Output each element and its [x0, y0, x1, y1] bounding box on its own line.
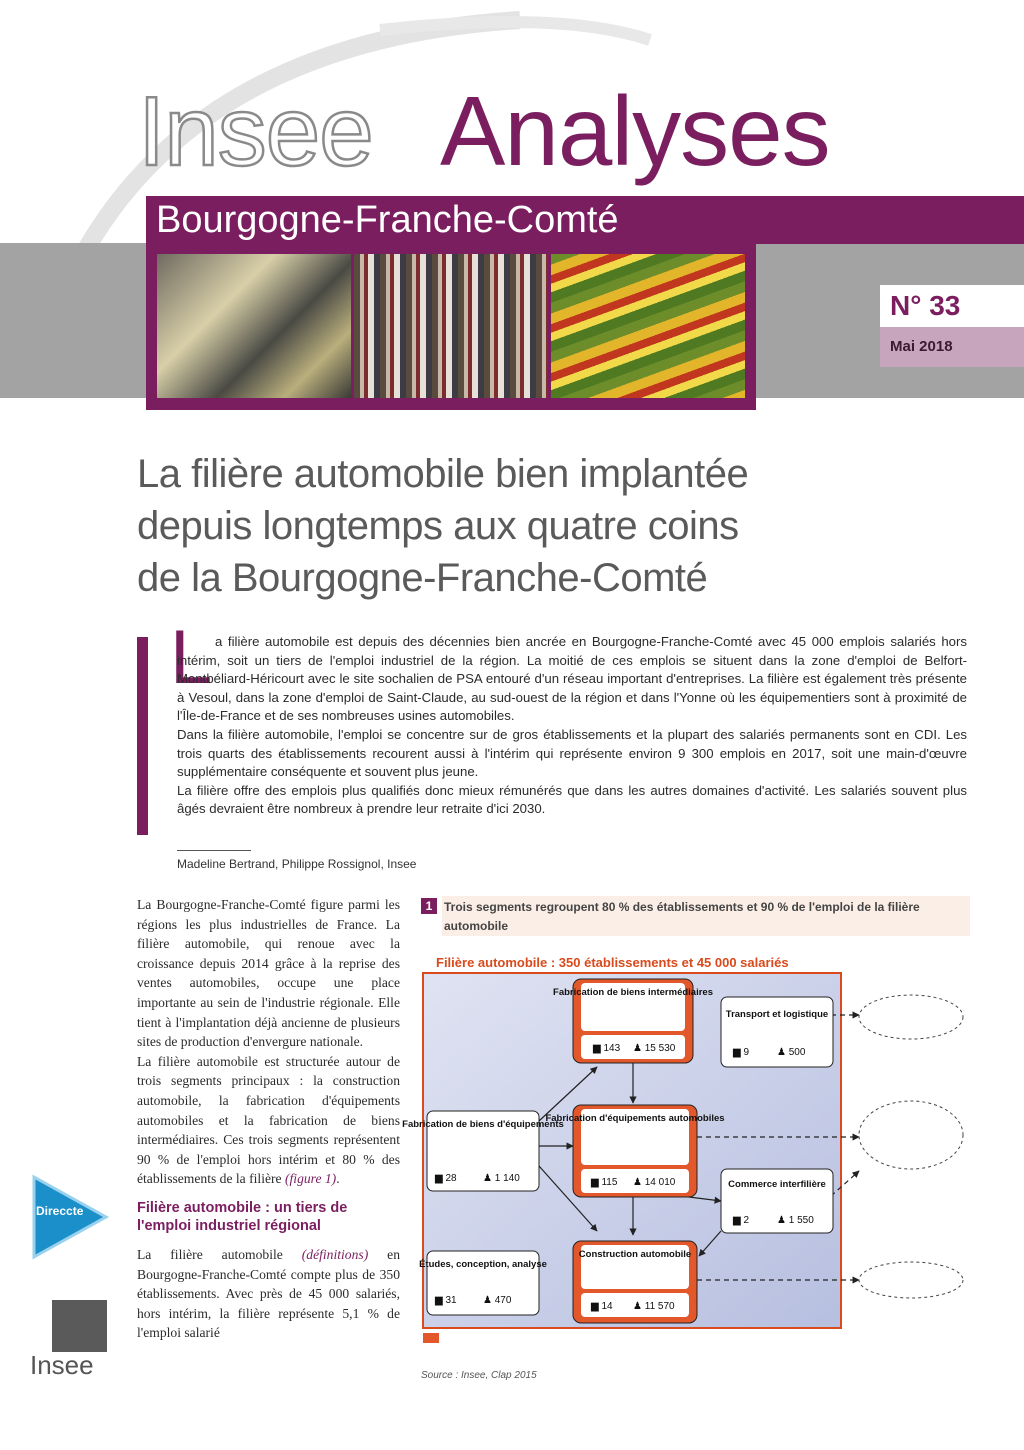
node-label: Fabrication de biens intermédiaires	[553, 987, 713, 998]
figure-1-link[interactable]: (figure 1)	[284, 1171, 337, 1187]
lead-paragraph: La filière offre des emplois plus qualifiés donc mieux rémunérés que dans les autres domaines d'activité. Les salariés souvent plus âgés devraient être nombreux à prendre leur retraite d'ici 2030.	[177, 782, 967, 817]
node-label: Construction automobile	[578, 1249, 692, 1260]
body-column	[137, 895, 400, 1343]
node-etab: 115	[601, 1177, 618, 1188]
external-bubble	[859, 995, 963, 1039]
svg-text:♟ 470: ♟ 470	[483, 1295, 512, 1306]
node-etab: 28	[445, 1173, 457, 1184]
node-label: Fabrication d'équipements automobiles	[545, 1113, 725, 1124]
direccte-label: Direccte	[36, 1204, 84, 1218]
svg-text:♟ 11 570: ♟ 11 570	[633, 1301, 675, 1312]
lead-text	[177, 633, 967, 819]
node-label: Études, conception, analyse	[419, 1259, 547, 1270]
node-etab: 14	[601, 1301, 613, 1312]
svg-text:♟ 15 530: ♟ 15 530	[633, 1043, 676, 1054]
node-construction	[573, 1241, 697, 1323]
insee-logo-mark	[52, 1300, 107, 1352]
authors-rule	[177, 850, 251, 851]
lead-paragraph: Dans la filière automobile, l'emploi se concentre sur de gros établissements et la plupart des salariés permanents sont en CDI. Les trois quarts des établissements recourent aussi à l'intérim qui représente environ 9 300 emplois en 2017, soit une main-d'œuvre supplémentaire conséquente et souvent plus jeune.	[177, 726, 967, 780]
svg-text:▆ 31: ▆ 31	[435, 1295, 457, 1306]
node-transport	[721, 997, 833, 1067]
issue-date: Mai 2018	[890, 338, 953, 355]
photo-crowd	[354, 254, 548, 398]
brand-insee: Insee	[138, 76, 373, 186]
svg-text:♟ 500: ♟ 500	[777, 1047, 806, 1058]
title-line: de la Bourgogne-Franche-Comté	[137, 556, 708, 600]
body-paragraph: La filière automobile est structurée autour de trois segments principaux : la construction automobile, la fabrication d'équipements automobiles et la fabrication de biens intermédiaires. Ces trois segments représentent 90 % de l'emploi hors intérim et 80 % des établissements de la filière (figure 1).	[137, 1053, 400, 1187]
node-commerce	[721, 1169, 833, 1233]
node-emplois: 470	[494, 1295, 512, 1306]
photo-machining	[157, 254, 351, 398]
node-label: Commerce interfilière	[728, 1179, 826, 1190]
node-biens-intermediaires	[553, 979, 713, 1063]
node-emplois: 14 010	[644, 1177, 676, 1188]
svg-text:▆ 28: ▆ 28	[435, 1173, 457, 1184]
legend-swatch	[423, 1333, 439, 1343]
external-bubble	[859, 1101, 963, 1169]
body-paragraph: La Bourgogne-Franche-Comté figure parmi les régions les plus industrielles de France. La filière automobile, qui renoue avec la croissance depuis 2014 grâce à la reprise des ventes automobiles, occupe une place importante au sein de l'industrie régionale. Elle tient à l'implantation déjà ancienne de plusieurs sites de production d'envergure nationale.	[137, 897, 400, 1050]
svg-text:▆ 9: ▆ 9	[733, 1047, 750, 1058]
purple-header-strip	[756, 196, 1024, 244]
photo-vineyard	[551, 254, 745, 398]
node-label: Transport et logistique	[725, 1009, 829, 1020]
svg-text:♟ 1 550: ♟ 1 550	[777, 1215, 814, 1226]
node-emplois: 500	[788, 1047, 806, 1058]
section-subhead: Filière automobile : un tiers de l'emploi industriel régional	[137, 1199, 348, 1234]
node-emplois: 11 570	[644, 1301, 675, 1312]
filiere-diagram	[402, 971, 966, 1339]
node-etudes	[419, 1251, 547, 1315]
svg-text:▆ 143: ▆ 143	[593, 1043, 621, 1054]
node-emplois: 1 550	[788, 1215, 814, 1226]
lead-dropcap: L	[170, 615, 213, 700]
lead-paragraph: a filière automobile est depuis des décennies bien ancrée en Bourgogne-Franche-Comté avec 45 000 emplois salariés hors intérim, soit un tiers de l'emploi industriel de la région. La moitié de ces emplois se situent dans la zone d'emploi de Belfort-Montbéliard-Héricourt avec le site sochalien de PSA entouré d'un réseau important d'entreprises. La filière est également très présente à Vesoul, dans la zone d'emploi de Saint-Claude, au sud-ouest de la région et dans l'Yonne où les équipementiers sont à proximité de l'Île-de-France et de ses nombreuses usines automobiles.	[177, 634, 967, 724]
node-etab: 2	[743, 1215, 750, 1226]
direccte-logo	[30, 1173, 110, 1263]
body-paragraph: La filière automobile (définitions) en Bourgogne-Franche-Comté compte plus de 350 établissements. Avec près de 45 000 salariés, hors intérim, la filière représente 5,1 % de l'emploi salarié	[137, 1246, 400, 1341]
figure-heading: Filière automobile : 350 établissements et 45 000 salariés	[436, 955, 789, 970]
node-etab: 143	[603, 1043, 621, 1054]
node-emplois: 1 140	[494, 1173, 520, 1184]
insee-logo-word: Insee	[30, 1350, 94, 1380]
definitions-link[interactable]: (définitions)	[301, 1246, 369, 1262]
title-line: depuis longtemps aux quatre coins	[137, 504, 739, 548]
region-name: Bourgogne-Franche-Comté	[156, 199, 619, 241]
lead-accent-bar	[137, 637, 148, 835]
node-label: Fabrication de biens d'équipements	[402, 1119, 564, 1130]
svg-text:▆ 14: ▆ 14	[591, 1301, 613, 1312]
svg-text:♟ 1 140: ♟ 1 140	[483, 1173, 520, 1184]
brand-analyses: Analyses	[440, 76, 830, 186]
node-emplois: 15 530	[644, 1043, 676, 1054]
svg-text:▆ 115: ▆ 115	[591, 1177, 618, 1188]
svg-text:▆ 2: ▆ 2	[733, 1215, 750, 1226]
issue-number: N° 33	[890, 290, 961, 321]
figure-title: Trois segments regroupent 80 % des établissements et 90 % de l'emploi de la filière automobile	[444, 900, 920, 933]
authors: Madeline Bertrand, Philippe Rossignol, Insee	[177, 857, 417, 871]
article-title	[137, 448, 837, 604]
figure-source: Source : Insee, Clap 2015	[421, 1370, 537, 1381]
svg-text:♟ 14 010: ♟ 14 010	[633, 1177, 676, 1188]
node-etab: 9	[743, 1047, 750, 1058]
external-bubble	[859, 1262, 963, 1298]
title-line: La filière automobile bien implantée	[137, 452, 749, 496]
node-etab: 31	[445, 1295, 457, 1306]
figure-number: 1	[421, 898, 437, 914]
